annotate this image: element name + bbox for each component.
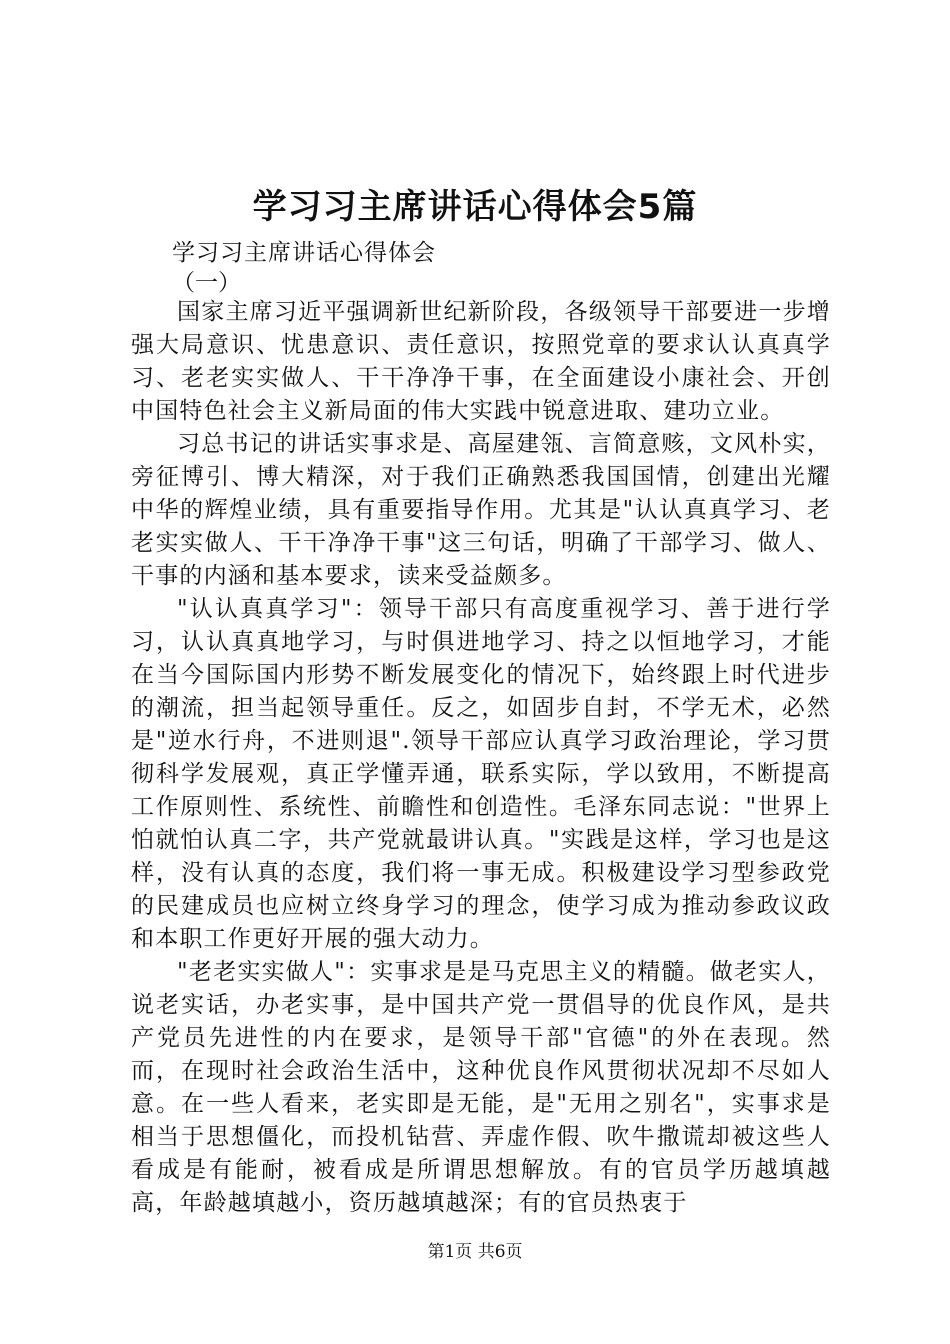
section-number: （一） (172, 270, 241, 296)
document-title: 学习习主席讲话心得体会5篇 (252, 187, 698, 227)
paragraph: 习总书记的讲话实事求是、高屋建瓴、言简意赅，文风朴实，旁征博引、博大精深，对于我们正确熟悉我国国情，创建出光耀中华的辉煌业绩，具有重要指导作用。尤其是"认认真真学习、老老实实做人、干干净净干事"这三句话，明确了干部学习、做人、干事的内涵和基本要求，读来受益颇多。 (131, 431, 831, 589)
paragraph: "老老实实做人"：实事求是是马克思主义的精髓。做老实人，说老实话，办老实事，是中国共产党一贯倡导的优良作风，是共产党员先进性的内在要求，是领导干部"官德"的外在表现。然而，在现时社会政治生活中，这种优良作风贯彻状况却不尽如人意。在一些人看来，老实即是无能，是"无用之别名"，实事求是相当于思想僵化，而投机钻营、弄虚作假、吹牛撒谎却被这些人看成是有能耐，被看成是所谓思想解放。有的官员学历越填越高，年龄越填越小，资历越填越深；有的官员热衷于 (131, 959, 831, 1216)
document-subtitle: 学习习主席讲话心得体会 (172, 240, 436, 266)
paragraph: "认认真真学习"：领导干部只有高度重视学习、善于进行学习，认认真真地学习，与时俱进地学习、持之以恒地学习，才能在当今国际国内形势不断发展变化的情况下，始终跟上时代进步的潮流，担当起领导重任。反之，如固步自封，不学无术，必然是"逆水行舟，不进则退".领导干部应认真学习政治理论，学习贯彻科学发展观，真正学懂弄通，联系实际，学以致用，不断提高工作原则性、系统性、前瞻性和创造性。毛泽东同志说："世界上怕就怕认真二字，共产党就最讲认真。"实践是这样，学习也是这样，没有认真的态度，我们将一事无成。积极建设学习型参政党的民建成员也应树立终身学习的理念，使学习成为推动参政议政和本职工作更好开展的强大动力。 (131, 596, 831, 952)
paragraph: 国家主席习近平强调新世纪新阶段，各级领导干部要进一步增强大局意识、忧患意识、责任意识，按照党章的要求认认真真学习、老老实实做人、干干净净干事，在全面建设小康社会、开创中国特色社会主义新局面的伟大实践中锐意进取、建功立业。 (131, 299, 831, 424)
page-footer: 第1页 共6页 (427, 1242, 523, 1262)
document-body (131, 296, 831, 1220)
